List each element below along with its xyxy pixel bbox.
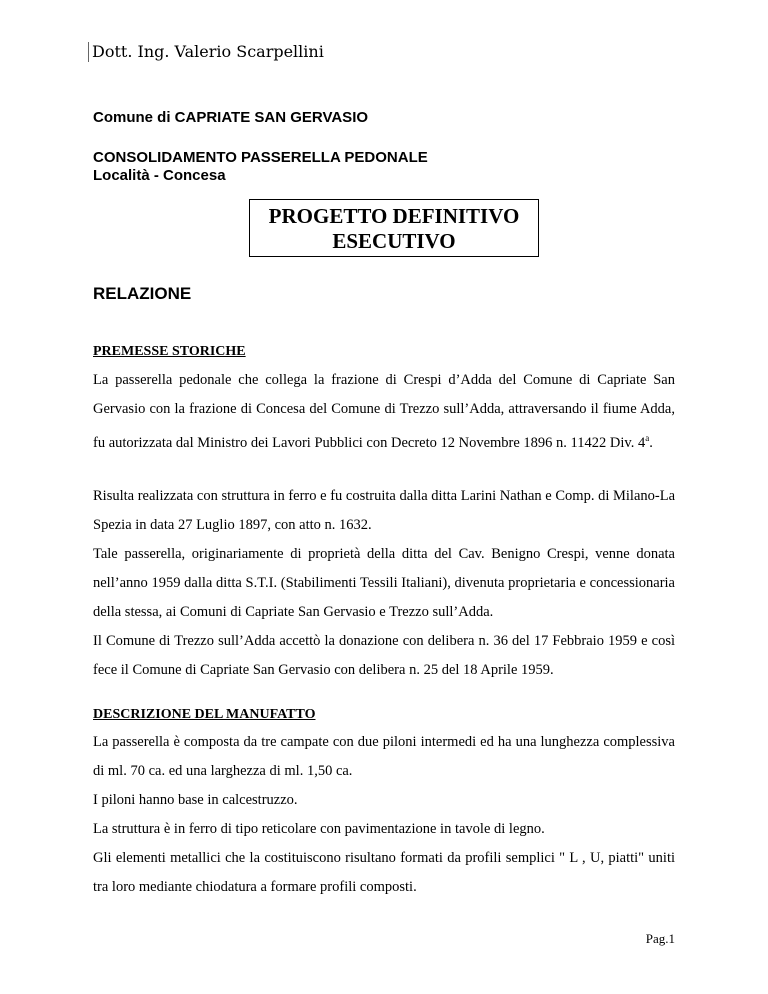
paragraph: Il Comune di Trezzo sull’Adda accettò la donazione con delibera n. 36 del 17 Febbraio 1959 e così fece il Comune di Capriate San Gervasio con delibera n. 25 del 18 Aprile 1959. [93, 633, 675, 678]
document-author-header: Dott. Ing. Valerio Scarpellini [88, 42, 324, 62]
section-heading-premesse: PREMESSE STORICHE [93, 344, 246, 359]
paragraph: La passerella è composta da tre campate con due piloni intermedi ed ha una lunghezza complessiva di ml. 70 ca. ed una larghezza di ml. 1,50 ca. [93, 734, 675, 779]
document-type-line1: PROGETTO DEFINITIVO [268, 204, 520, 228]
paragraph-text: La passerella pedonale che collega la frazione di Crespi d’Adda del Comune di Capriate San Gervasio con la frazione di Concesa del Comune di Trezzo sull’Adda, attraversando il fiume Adda, fu autorizzata dal Ministro dei Lavori Pubblici con Decreto 12 Novembre 1896 n. 11422 Div. 4 [93, 372, 675, 451]
project-title: CONSOLIDAMENTO PASSERELLA PEDONALE [93, 149, 428, 166]
section-heading-descrizione: DESCRIZIONE DEL MANUFATTO [93, 707, 316, 722]
paragraph: Tale passerella, originariamente di proprietà della ditta del Cav. Benigno Crespi, venne donata nell’anno 1959 dalla ditta S.T.I. (Stabilimenti Tessili Italiani), divenuta proprietaria e concessionaria della stessa, ai Comuni di Capriate San Gervasio e Trezzo sull’Adda. [93, 546, 675, 620]
paragraph: I piloni hanno base in calcestruzzo. [93, 792, 298, 808]
superscript: a [645, 433, 650, 443]
report-heading: RELAZIONE [93, 284, 192, 303]
paragraph-end: . [649, 435, 653, 451]
municipality-title: Comune di CAPRIATE SAN GERVASIO [93, 109, 369, 126]
paragraph: Risulta realizzata con struttura in ferro e fu costruita dalla ditta Larini Nathan e Comp. di Milano-La Spezia in data 27 Luglio 1897, con atto n. 1632. [93, 488, 675, 533]
paragraph: Gli elementi metallici che la costituiscono risultano formati da profili semplici " L , U, piatti" uniti tra loro mediante chiodatura a formare profili composti. [93, 850, 675, 895]
project-location: Località - Concesa [93, 167, 226, 184]
page-number: Pag.1 [645, 931, 675, 946]
paragraph [93, 366, 675, 458]
paragraph: La struttura è in ferro di tipo reticolare con pavimentazione in tavole di legno. [93, 821, 545, 837]
document-type-box [249, 199, 539, 257]
document-type-line2: ESECUTIVO [332, 229, 456, 253]
